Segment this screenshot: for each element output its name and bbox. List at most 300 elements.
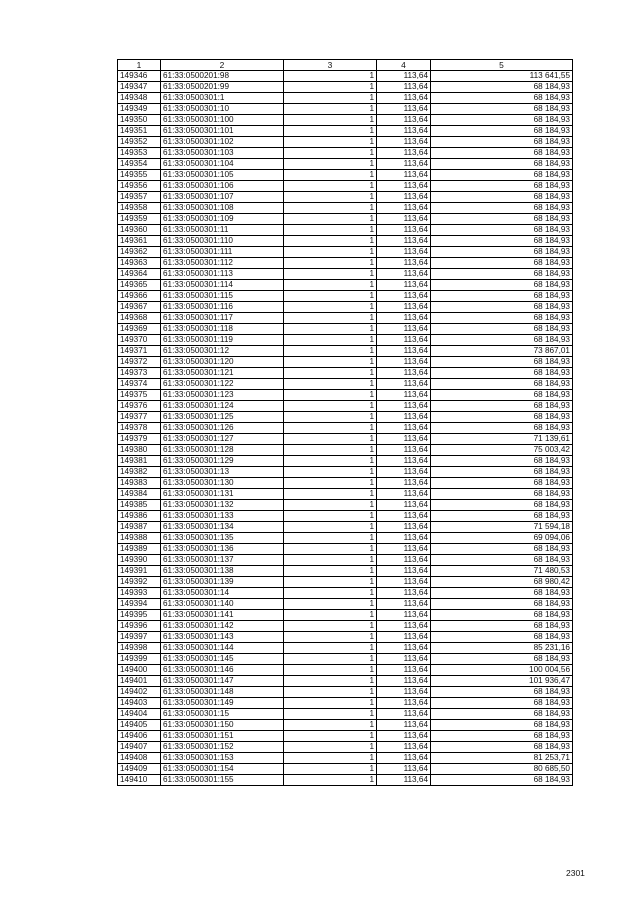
row-id-cell: 149382	[118, 467, 161, 478]
quantity-cell: 1	[284, 137, 377, 148]
cadastral-number-cell: 61:33:0500301:120	[161, 357, 284, 368]
area-cell: 113,64	[377, 379, 431, 390]
area-cell: 113,64	[377, 247, 431, 258]
area-cell: 113,64	[377, 258, 431, 269]
area-cell: 113,64	[377, 214, 431, 225]
table-row	[118, 676, 573, 687]
row-id-cell: 149364	[118, 269, 161, 280]
row-id-cell: 149379	[118, 434, 161, 445]
row-id-cell: 149402	[118, 687, 161, 698]
value-cell: 85 231,16	[431, 643, 573, 654]
row-id-cell: 149369	[118, 324, 161, 335]
row-id-cell: 149375	[118, 390, 161, 401]
table-row	[118, 445, 573, 456]
value-cell: 68 184,93	[431, 104, 573, 115]
table-row	[118, 401, 573, 412]
quantity-cell: 1	[284, 599, 377, 610]
table-row	[118, 632, 573, 643]
table-row	[118, 610, 573, 621]
row-id-cell: 149361	[118, 236, 161, 247]
row-id-cell: 149397	[118, 632, 161, 643]
quantity-cell: 1	[284, 368, 377, 379]
cadastral-number-cell: 61:33:0500301:135	[161, 533, 284, 544]
table-row	[118, 775, 573, 786]
cadastral-number-cell: 61:33:0500301:1	[161, 93, 284, 104]
quantity-cell: 1	[284, 731, 377, 742]
register-table-body	[118, 60, 573, 786]
value-cell: 71 480,53	[431, 566, 573, 577]
table-row	[118, 236, 573, 247]
value-cell: 68 184,93	[431, 709, 573, 720]
area-cell: 113,64	[377, 115, 431, 126]
table-row	[118, 489, 573, 500]
value-cell: 68 184,93	[431, 82, 573, 93]
value-cell: 68 184,93	[431, 357, 573, 368]
cadastral-number-cell: 61:33:0500301:124	[161, 401, 284, 412]
value-cell: 113 641,55	[431, 71, 573, 82]
area-cell: 113,64	[377, 313, 431, 324]
value-cell: 68 184,93	[431, 654, 573, 665]
cadastral-number-cell: 61:33:0500301:132	[161, 500, 284, 511]
value-cell: 68 184,93	[431, 610, 573, 621]
table-row	[118, 423, 573, 434]
quantity-cell: 1	[284, 720, 377, 731]
cadastral-number-cell: 61:33:0500301:138	[161, 566, 284, 577]
cadastral-number-cell: 61:33:0500301:102	[161, 137, 284, 148]
quantity-cell: 1	[284, 412, 377, 423]
quantity-cell: 1	[284, 269, 377, 280]
value-cell: 68 184,93	[431, 511, 573, 522]
cadastral-number-cell: 61:33:0500301:143	[161, 632, 284, 643]
quantity-cell: 1	[284, 445, 377, 456]
quantity-cell: 1	[284, 313, 377, 324]
value-cell: 69 094,06	[431, 533, 573, 544]
table-row	[118, 368, 573, 379]
row-id-cell: 149374	[118, 379, 161, 390]
table-row	[118, 698, 573, 709]
table-row	[118, 555, 573, 566]
value-cell: 68 184,93	[431, 489, 573, 500]
value-cell: 68 184,93	[431, 313, 573, 324]
cadastral-number-cell: 61:33:0500301:113	[161, 269, 284, 280]
table-row	[118, 709, 573, 720]
value-cell: 68 184,93	[431, 203, 573, 214]
cadastral-number-cell: 61:33:0500301:129	[161, 456, 284, 467]
quantity-cell: 1	[284, 302, 377, 313]
area-cell: 113,64	[377, 423, 431, 434]
quantity-cell: 1	[284, 632, 377, 643]
area-cell: 113,64	[377, 764, 431, 775]
table-row	[118, 500, 573, 511]
row-id-cell: 149355	[118, 170, 161, 181]
table-row	[118, 280, 573, 291]
quantity-cell: 1	[284, 643, 377, 654]
row-id-cell: 149350	[118, 115, 161, 126]
cadastral-number-cell: 61:33:0500301:149	[161, 698, 284, 709]
cadastral-number-cell: 61:33:0500301:107	[161, 192, 284, 203]
table-row	[118, 379, 573, 390]
area-cell: 113,64	[377, 170, 431, 181]
value-cell: 68 184,93	[431, 335, 573, 346]
cadastral-number-cell: 61:33:0500301:12	[161, 346, 284, 357]
row-id-cell: 149399	[118, 654, 161, 665]
quantity-cell: 1	[284, 93, 377, 104]
cadastral-number-cell: 61:33:0500301:154	[161, 764, 284, 775]
cadastral-number-cell: 61:33:0500301:111	[161, 247, 284, 258]
row-id-cell: 149392	[118, 577, 161, 588]
table-row	[118, 621, 573, 632]
value-cell: 68 184,93	[431, 280, 573, 291]
table-row	[118, 137, 573, 148]
quantity-cell: 1	[284, 335, 377, 346]
cadastral-number-cell: 61:33:0500301:141	[161, 610, 284, 621]
cadastral-number-cell: 61:33:0500301:145	[161, 654, 284, 665]
area-cell: 113,64	[377, 269, 431, 280]
quantity-cell: 1	[284, 467, 377, 478]
value-cell: 68 184,93	[431, 423, 573, 434]
cadastral-number-cell: 61:33:0500301:11	[161, 225, 284, 236]
quantity-cell: 1	[284, 346, 377, 357]
cadastral-number-cell: 61:33:0500301:117	[161, 313, 284, 324]
value-cell: 68 184,93	[431, 698, 573, 709]
row-id-cell: 149387	[118, 522, 161, 533]
value-cell: 71 594,18	[431, 522, 573, 533]
quantity-cell: 1	[284, 533, 377, 544]
row-id-cell: 149401	[118, 676, 161, 687]
quantity-cell: 1	[284, 401, 377, 412]
row-id-cell: 149371	[118, 346, 161, 357]
area-cell: 113,64	[377, 346, 431, 357]
table-row	[118, 93, 573, 104]
table-row	[118, 533, 573, 544]
quantity-cell: 1	[284, 500, 377, 511]
area-cell: 113,64	[377, 588, 431, 599]
area-cell: 113,64	[377, 522, 431, 533]
area-cell: 113,64	[377, 324, 431, 335]
table-row	[118, 148, 573, 159]
area-cell: 113,64	[377, 302, 431, 313]
table-row	[118, 665, 573, 676]
quantity-cell: 1	[284, 423, 377, 434]
table-row	[118, 456, 573, 467]
area-cell: 113,64	[377, 555, 431, 566]
value-cell: 73 867,01	[431, 346, 573, 357]
quantity-cell: 1	[284, 522, 377, 533]
row-id-cell: 149384	[118, 489, 161, 500]
area-cell: 113,64	[377, 599, 431, 610]
area-cell: 113,64	[377, 456, 431, 467]
row-id-cell: 149403	[118, 698, 161, 709]
area-cell: 113,64	[377, 137, 431, 148]
table-row	[118, 599, 573, 610]
row-id-cell: 149389	[118, 544, 161, 555]
row-id-cell: 149368	[118, 313, 161, 324]
area-cell: 113,64	[377, 357, 431, 368]
cadastral-number-cell: 61:33:0500301:131	[161, 489, 284, 500]
area-cell: 113,64	[377, 291, 431, 302]
table-row	[118, 115, 573, 126]
cadastral-number-cell: 61:33:0500301:139	[161, 577, 284, 588]
row-id-cell: 149383	[118, 478, 161, 489]
table-row	[118, 126, 573, 137]
table-row	[118, 214, 573, 225]
value-cell: 68 184,93	[431, 159, 573, 170]
cadastral-number-cell: 61:33:0500301:10	[161, 104, 284, 115]
cadastral-number-cell: 61:33:0500301:104	[161, 159, 284, 170]
area-cell: 113,64	[377, 654, 431, 665]
row-id-cell: 149356	[118, 181, 161, 192]
value-cell: 68 184,93	[431, 170, 573, 181]
quantity-cell: 1	[284, 170, 377, 181]
table-row	[118, 654, 573, 665]
cadastral-number-cell: 61:33:0500301:105	[161, 170, 284, 181]
table-row	[118, 346, 573, 357]
quantity-cell: 1	[284, 236, 377, 247]
table-row	[118, 412, 573, 423]
area-cell: 113,64	[377, 467, 431, 478]
table-row	[118, 258, 573, 269]
row-id-cell: 149409	[118, 764, 161, 775]
area-cell: 113,64	[377, 412, 431, 423]
value-cell: 68 184,93	[431, 588, 573, 599]
cadastral-number-cell: 61:33:0500301:14	[161, 588, 284, 599]
row-id-cell: 149346	[118, 71, 161, 82]
value-cell: 101 936,47	[431, 676, 573, 687]
quantity-cell: 1	[284, 181, 377, 192]
table-row	[118, 104, 573, 115]
value-cell: 68 184,93	[431, 731, 573, 742]
quantity-cell: 1	[284, 753, 377, 764]
row-id-cell: 149388	[118, 533, 161, 544]
cadastral-number-cell: 61:33:0500301:115	[161, 291, 284, 302]
row-id-cell: 149365	[118, 280, 161, 291]
area-cell: 113,64	[377, 368, 431, 379]
table-row	[118, 71, 573, 82]
column-header-4: 4	[377, 60, 431, 71]
value-cell: 68 184,93	[431, 390, 573, 401]
quantity-cell: 1	[284, 621, 377, 632]
area-cell: 113,64	[377, 203, 431, 214]
value-cell: 68 184,93	[431, 302, 573, 313]
quantity-cell: 1	[284, 82, 377, 93]
value-cell: 68 184,93	[431, 478, 573, 489]
table-row	[118, 577, 573, 588]
row-id-cell: 149378	[118, 423, 161, 434]
area-cell: 113,64	[377, 577, 431, 588]
quantity-cell: 1	[284, 434, 377, 445]
quantity-cell: 1	[284, 456, 377, 467]
quantity-cell: 1	[284, 775, 377, 786]
value-cell: 68 184,93	[431, 599, 573, 610]
quantity-cell: 1	[284, 291, 377, 302]
value-cell: 68 184,93	[431, 621, 573, 632]
value-cell: 68 184,93	[431, 181, 573, 192]
table-row	[118, 566, 573, 577]
cadastral-number-cell: 61:33:0500301:127	[161, 434, 284, 445]
row-id-cell: 149385	[118, 500, 161, 511]
row-id-cell: 149386	[118, 511, 161, 522]
row-id-cell: 149391	[118, 566, 161, 577]
quantity-cell: 1	[284, 390, 377, 401]
row-id-cell: 149404	[118, 709, 161, 720]
value-cell: 68 184,93	[431, 555, 573, 566]
row-id-cell: 149366	[118, 291, 161, 302]
page-number: 2301	[566, 868, 585, 878]
row-id-cell: 149363	[118, 258, 161, 269]
value-cell: 68 184,93	[431, 236, 573, 247]
row-id-cell: 149351	[118, 126, 161, 137]
value-cell: 68 184,93	[431, 93, 573, 104]
value-cell: 80 685,50	[431, 764, 573, 775]
area-cell: 113,64	[377, 225, 431, 236]
quantity-cell: 1	[284, 676, 377, 687]
cadastral-number-cell: 61:33:0500301:155	[161, 775, 284, 786]
value-cell: 68 184,93	[431, 742, 573, 753]
table-row	[118, 302, 573, 313]
quantity-cell: 1	[284, 709, 377, 720]
row-id-cell: 149352	[118, 137, 161, 148]
cadastral-number-cell: 61:33:0500301:144	[161, 643, 284, 654]
area-cell: 113,64	[377, 500, 431, 511]
table-row	[118, 544, 573, 555]
cadastral-number-cell: 61:33:0500301:101	[161, 126, 284, 137]
quantity-cell: 1	[284, 225, 377, 236]
value-cell: 68 184,93	[431, 401, 573, 412]
value-cell: 68 184,93	[431, 269, 573, 280]
row-id-cell: 149362	[118, 247, 161, 258]
quantity-cell: 1	[284, 148, 377, 159]
cadastral-number-cell: 61:33:0500301:121	[161, 368, 284, 379]
table-row	[118, 82, 573, 93]
cadastral-number-cell: 61:33:0500201:99	[161, 82, 284, 93]
area-cell: 113,64	[377, 566, 431, 577]
quantity-cell: 1	[284, 214, 377, 225]
value-cell: 68 184,93	[431, 192, 573, 203]
row-id-cell: 149390	[118, 555, 161, 566]
cadastral-number-cell: 61:33:0500301:126	[161, 423, 284, 434]
cadastral-number-cell: 61:33:0500301:136	[161, 544, 284, 555]
cadastral-number-cell: 61:33:0500301:103	[161, 148, 284, 159]
row-id-cell: 149370	[118, 335, 161, 346]
table-row	[118, 687, 573, 698]
table-row	[118, 731, 573, 742]
row-id-cell: 149348	[118, 93, 161, 104]
value-cell: 68 184,93	[431, 324, 573, 335]
row-id-cell: 149407	[118, 742, 161, 753]
value-cell: 68 184,93	[431, 379, 573, 390]
column-header-3: 3	[284, 60, 377, 71]
table-row	[118, 478, 573, 489]
table-row	[118, 511, 573, 522]
table-row	[118, 313, 573, 324]
value-cell: 68 184,93	[431, 148, 573, 159]
area-cell: 113,64	[377, 192, 431, 203]
value-cell: 68 980,42	[431, 577, 573, 588]
cadastral-number-cell: 61:33:0500301:125	[161, 412, 284, 423]
cadastral-number-cell: 61:33:0500301:153	[161, 753, 284, 764]
header-row	[118, 60, 573, 71]
table-row	[118, 203, 573, 214]
quantity-cell: 1	[284, 544, 377, 555]
area-cell: 113,64	[377, 544, 431, 555]
quantity-cell: 1	[284, 489, 377, 500]
area-cell: 113,64	[377, 742, 431, 753]
value-cell: 68 184,93	[431, 687, 573, 698]
row-id-cell: 149400	[118, 665, 161, 676]
row-id-cell: 149395	[118, 610, 161, 621]
cadastral-number-cell: 61:33:0500301:122	[161, 379, 284, 390]
row-id-cell: 149373	[118, 368, 161, 379]
area-cell: 113,64	[377, 511, 431, 522]
area-cell: 113,64	[377, 665, 431, 676]
table-row	[118, 764, 573, 775]
table-row	[118, 269, 573, 280]
column-header-5: 5	[431, 60, 573, 71]
quantity-cell: 1	[284, 192, 377, 203]
table-row	[118, 522, 573, 533]
area-cell: 113,64	[377, 181, 431, 192]
row-id-cell: 149377	[118, 412, 161, 423]
quantity-cell: 1	[284, 610, 377, 621]
value-cell: 68 184,93	[431, 775, 573, 786]
cadastral-number-cell: 61:33:0500301:142	[161, 621, 284, 632]
area-cell: 113,64	[377, 82, 431, 93]
quantity-cell: 1	[284, 665, 377, 676]
quantity-cell: 1	[284, 687, 377, 698]
register-table	[117, 59, 573, 786]
value-cell: 68 184,93	[431, 412, 573, 423]
cadastral-number-cell: 61:33:0500301:137	[161, 555, 284, 566]
area-cell: 113,64	[377, 390, 431, 401]
quantity-cell: 1	[284, 357, 377, 368]
table-row	[118, 588, 573, 599]
cadastral-number-cell: 61:33:0500301:123	[161, 390, 284, 401]
table-row	[118, 720, 573, 731]
table-row	[118, 291, 573, 302]
value-cell: 68 184,93	[431, 500, 573, 511]
quantity-cell: 1	[284, 280, 377, 291]
row-id-cell: 149353	[118, 148, 161, 159]
cadastral-number-cell: 61:33:0500301:13	[161, 467, 284, 478]
row-id-cell: 149376	[118, 401, 161, 412]
quantity-cell: 1	[284, 159, 377, 170]
cadastral-number-cell: 61:33:0500301:108	[161, 203, 284, 214]
area-cell: 113,64	[377, 720, 431, 731]
cadastral-number-cell: 61:33:0500301:118	[161, 324, 284, 335]
area-cell: 113,64	[377, 632, 431, 643]
value-cell: 68 184,93	[431, 214, 573, 225]
value-cell: 68 184,93	[431, 456, 573, 467]
table-row	[118, 357, 573, 368]
row-id-cell: 149367	[118, 302, 161, 313]
quantity-cell: 1	[284, 104, 377, 115]
area-cell: 113,64	[377, 335, 431, 346]
row-id-cell: 149358	[118, 203, 161, 214]
cadastral-number-cell: 61:33:0500301:106	[161, 181, 284, 192]
table-row	[118, 742, 573, 753]
row-id-cell: 149410	[118, 775, 161, 786]
value-cell: 81 253,71	[431, 753, 573, 764]
cadastral-number-cell: 61:33:0500301:150	[161, 720, 284, 731]
value-cell: 68 184,93	[431, 126, 573, 137]
row-id-cell: 149354	[118, 159, 161, 170]
cadastral-number-cell: 61:33:0500201:98	[161, 71, 284, 82]
table-row	[118, 247, 573, 258]
value-cell: 68 184,93	[431, 368, 573, 379]
quantity-cell: 1	[284, 654, 377, 665]
table-row	[118, 467, 573, 478]
value-cell: 68 184,93	[431, 632, 573, 643]
